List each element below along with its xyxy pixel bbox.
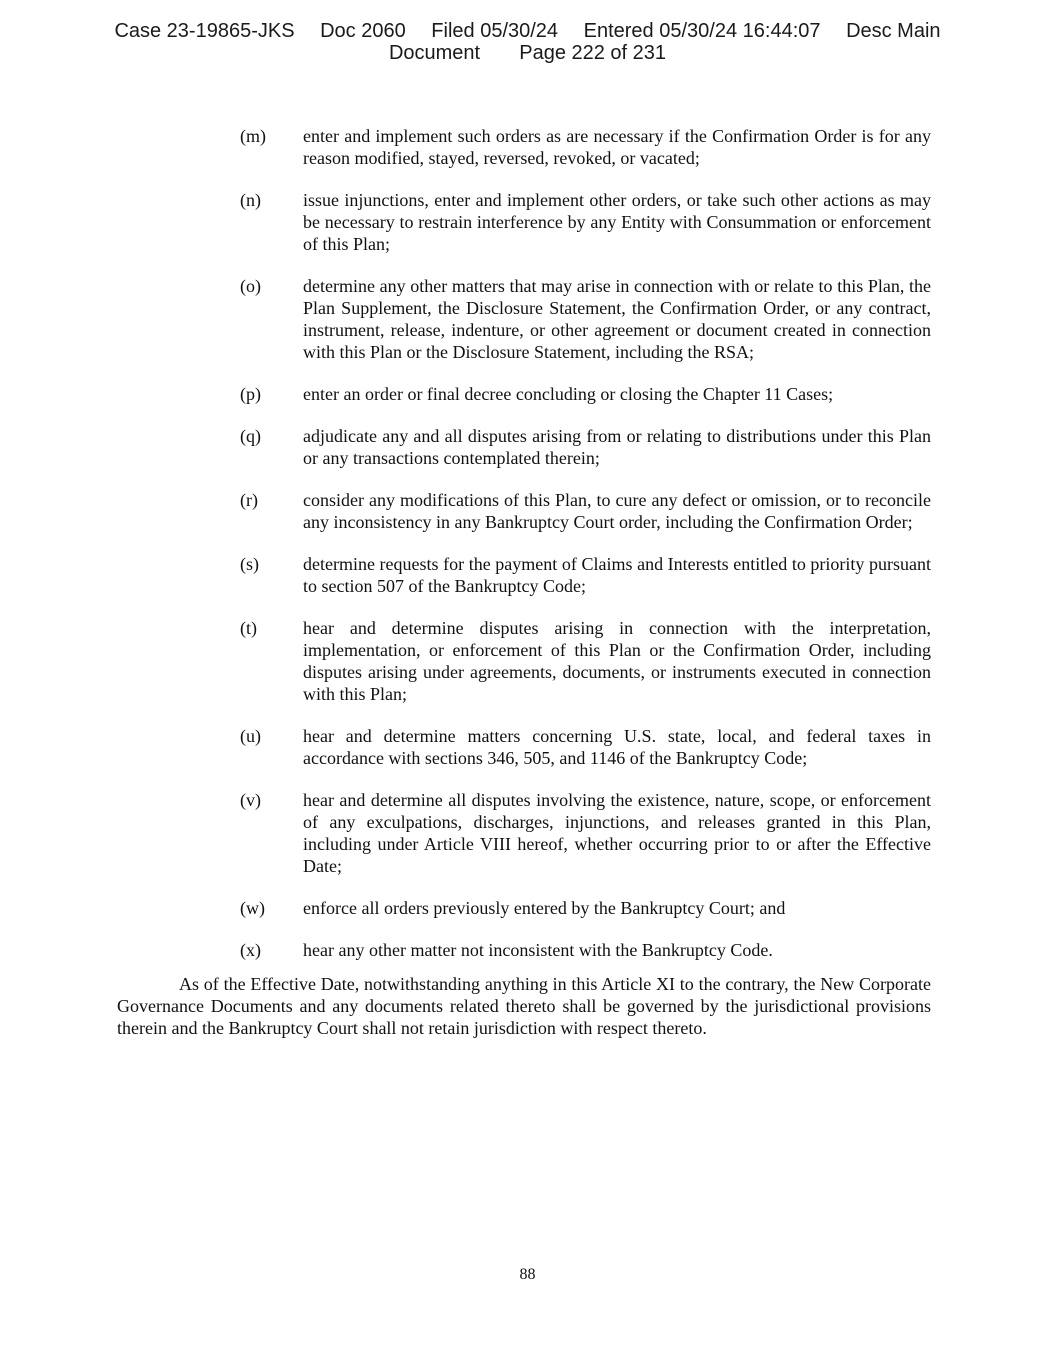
item-label: (s) <box>240 554 259 574</box>
list-item <box>117 383 931 405</box>
closing-paragraph: As of the Effective Date, notwithstanding anything in this Article XI to the contrary, the New Corporate Governance Documents and any documents related thereto shall be governed by the jurisdictional provisions therein and the Bankruptcy Court shall not retain jurisdiction with respect thereto. <box>117 974 931 1038</box>
item-text: hear and determine all disputes involving the existence, nature, scope, or enforcement of any exculpations, discharges, injunctions, and releases granted in this Plan, including under Article VIII hereof, whether occurring prior to or after the Effective Date; <box>303 790 931 876</box>
list-item <box>117 939 931 961</box>
case-number: Case 23-19865-JKS <box>114 20 295 42</box>
list-item <box>117 789 931 877</box>
item-label: (m) <box>240 126 266 146</box>
item-label: (q) <box>240 426 261 446</box>
list-item <box>117 275 931 363</box>
item-label: (n) <box>240 190 261 210</box>
item-text: hear any other matter not inconsistent with the Bankruptcy Code. <box>303 940 773 960</box>
filing-header <box>0 20 1055 64</box>
entered-date: Entered 05/30/24 16:44:07 <box>583 20 821 42</box>
item-label: (x) <box>240 940 261 960</box>
list-item <box>117 425 931 469</box>
list-item <box>117 189 931 255</box>
desc: Desc Main <box>846 20 941 42</box>
list-item <box>117 489 931 533</box>
header-line-1 <box>0 20 1055 42</box>
item-text: adjudicate any and all disputes arising from or relating to distributions under this Plan or any transactions contemplated therein; <box>303 426 931 468</box>
item-text: enter and implement such orders as are necessary if the Confirmation Order is for any reason modified, stayed, reversed, revoked, or vacated; <box>303 126 931 168</box>
item-label: (w) <box>240 898 265 918</box>
item-label: (r) <box>240 490 258 510</box>
item-label: (v) <box>240 790 261 810</box>
list-item <box>117 725 931 769</box>
item-text: hear and determine disputes arising in connection with the interpretation, implementation, or enforcement of this Plan or the Confirmation Order, including disputes arising under agreements, documents, or instruments executed in connection with this Plan; <box>303 618 931 704</box>
doc-number: Doc 2060 <box>320 20 406 42</box>
page-number: 88 <box>519 1266 536 1283</box>
item-text: enter an order or final decree concluding or closing the Chapter 11 Cases; <box>303 384 834 404</box>
page-indicator: Page 222 of 231 <box>519 42 667 64</box>
item-label: (o) <box>240 276 261 296</box>
list-item <box>117 553 931 597</box>
item-text: issue injunctions, enter and implement other orders, or take such other actions as may be necessary to restrain interference by any Entity with Consummation or enforcement of this Plan; <box>303 190 931 254</box>
item-label: (p) <box>240 384 261 404</box>
item-text: determine any other matters that may arise in connection with or relate to this Plan, the Plan Supplement, the Disclosure Statement, the Confirmation Order, or any contract, instrument, release, indenture, or other agreement or document created in connection with this Plan or the Disclosure Statement, including the RSA; <box>303 276 931 362</box>
list-item <box>117 617 931 705</box>
document-label: Document <box>388 42 481 64</box>
header-line-2 <box>0 42 1055 64</box>
list-item <box>117 125 931 169</box>
item-text: enforce all orders previously entered by the Bankruptcy Court; and <box>303 898 786 918</box>
item-text: consider any modifications of this Plan, to cure any defect or omission, or to reconcile any inconsistency in any Bankruptcy Court order, including the Confirmation Order; <box>303 490 931 532</box>
document-body <box>117 125 931 1057</box>
list-item <box>117 897 931 919</box>
item-label: (t) <box>240 618 257 638</box>
item-text: determine requests for the payment of Claims and Interests entitled to priority pursuant to section 507 of the Bankruptcy Code; <box>303 554 931 596</box>
item-text: hear and determine matters concerning U.S. state, local, and federal taxes in accordance with sections 346, 505, and 1146 of the Bankruptcy Code; <box>303 726 931 768</box>
filed-date: Filed 05/30/24 <box>431 20 559 42</box>
item-label: (u) <box>240 726 261 746</box>
